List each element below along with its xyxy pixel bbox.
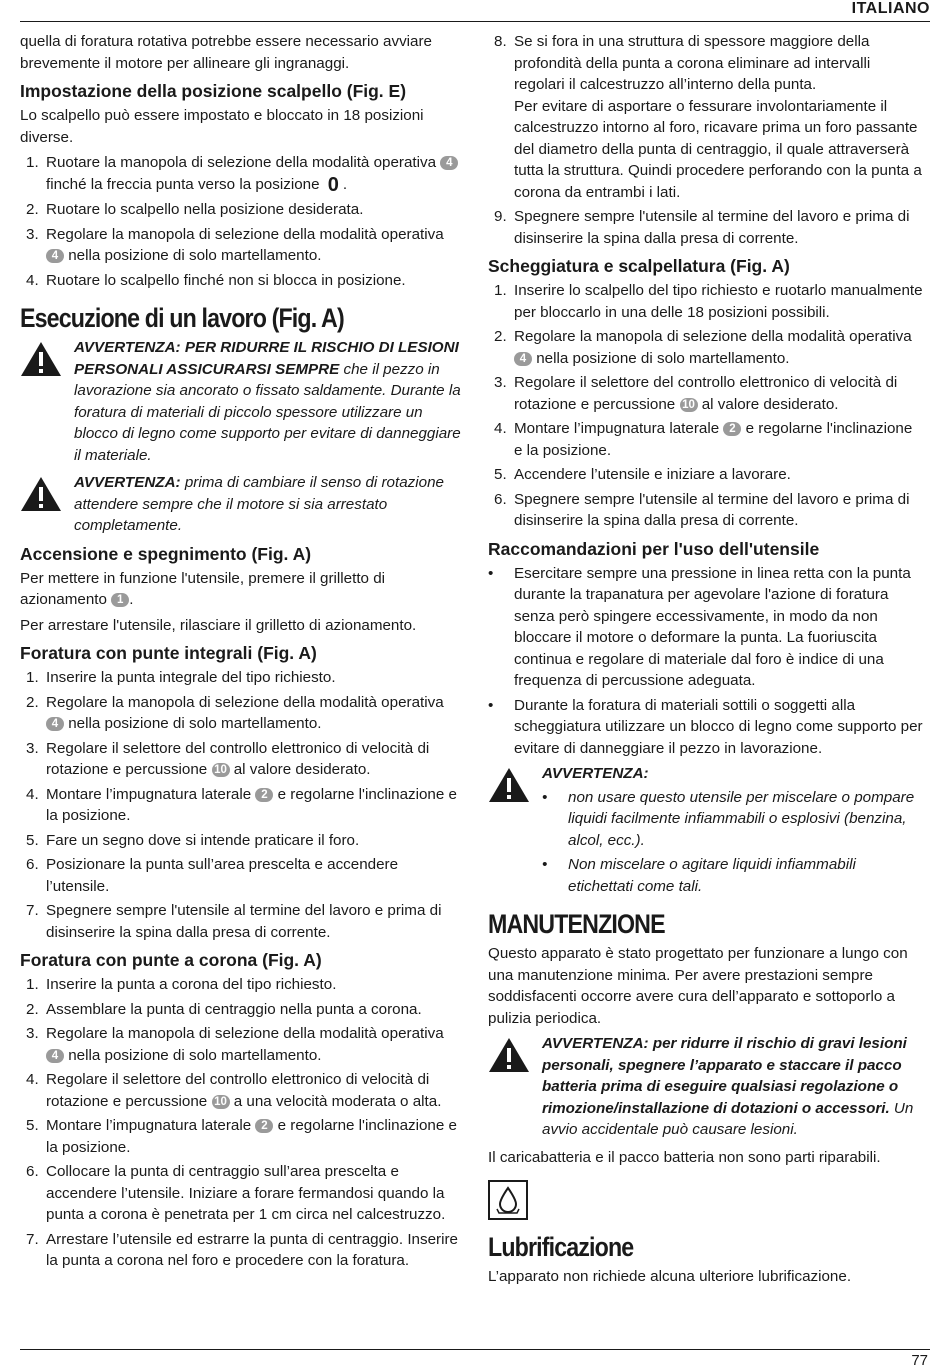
section-title-maintenance: MANUTENZIONE <box>488 909 665 939</box>
right-column <box>488 31 924 1292</box>
chisel-position-symbol: 0 <box>327 173 339 196</box>
paragraph: Per arrestare l'utensile, rilasciare il grilletto di azionamento. <box>20 616 417 634</box>
list-item: 4. Regolare il selettore del controllo elettronico di velocità di rotazione e percussione 10 a una velocità moderata o alta. <box>26 1071 442 1110</box>
list-item: 4. Ruotare lo scalpello finché non si blocca in posizione. <box>26 271 406 289</box>
callout-badge: 10 <box>680 398 698 412</box>
chisel-steps <box>20 152 464 291</box>
list-item: 1. Ruotare la manopola di selezione della modalità operativa 4 finché la freccia punta verso la posizione 0 . <box>20 152 464 196</box>
paragraph: Per mettere in funzione l'utensile, premere il grilletto di azionamento 1 . <box>20 569 386 608</box>
list-item: 6. Posizionare la punta sull’area prescelta e accendere l’utensile. <box>26 856 399 895</box>
chisel-intro: Lo scalpello può essere impostato e bloccato in 18 posizioni diverse. <box>20 107 424 146</box>
list-item: • Esercitare sempre una pressione in linea retta con la punta durante la trapanatura per agevolare l'azione di foratura senza però spingere eccessivamente, in modo da non bloccare il motore o deformare la punta. La fuoriuscita continua e regolare di materiale dal foro è indice di una frequenza di percussione adeguata. <box>488 564 911 689</box>
callout-badge: 4 <box>440 156 458 170</box>
tips-list <box>488 563 924 760</box>
section-heading-tips: Raccomandazioni per l'uso dell'utensile <box>488 538 820 559</box>
footer-divider <box>20 1349 930 1350</box>
callout-badge: 2 <box>723 422 741 436</box>
left-column <box>20 31 464 1276</box>
list-item: • Non miscelare o agitare liquidi infiammabili etichettati come tali. <box>542 856 856 895</box>
paragraph: Il caricabatteria e il pacco batteria non sono parti riparabili. <box>488 1148 881 1166</box>
callout-badge: 4 <box>46 717 64 731</box>
header-divider <box>20 21 930 22</box>
lubrication-icon <box>488 1180 528 1220</box>
list-item: 3. Regolare la manopola di selezione della modalità operativa 4 nella posizione di solo martellamento. <box>26 225 444 264</box>
continued-paragraph: quella di foratura rotativa potrebbe essere necessario avviare brevemente il motore per allineare gli ingranaggi. <box>20 33 432 72</box>
callout-badge: 4 <box>514 352 532 366</box>
list-item: 7. Spegnere sempre l'utensile al termine del lavoro e prima di disinserire la spina dalla presa di corrente. <box>26 902 442 941</box>
warning-block: AVVERTENZA: prima di cambiare il senso di rotazione attendere sempre che il motore si sia arrestato completamente. <box>20 472 464 537</box>
section-heading-chipping: Scheggiatura e scalpellatura (Fig. A) <box>488 256 790 276</box>
callout-badge: 10 <box>212 763 230 777</box>
callout-badge: 4 <box>46 249 64 263</box>
warning-block: AVVERTENZA: per ridurre il rischio di gravi lesioni personali, spegnere l’apparato e staccare il pacco batteria prima di eseguire qualsiasi regolazione o rimozione/installazione di dotazioni o accessori. Un avvio accidentale può causare lesioni. <box>488 1033 924 1141</box>
solid-bit-steps <box>20 667 464 943</box>
list-item: 5. Montare l’impugnatura laterale 2 e regolarne l'inclinazione e la posizione. <box>26 1117 457 1156</box>
section-heading-chisel: Impostazione della posizione scalpello (Fig. E) <box>20 81 407 101</box>
list-item: 2. Regolare la manopola di selezione della modalità operativa 4 nella posizione di solo martellamento. <box>494 328 912 367</box>
header-language: ITALIANO <box>851 0 930 17</box>
callout-badge: 1 <box>111 593 129 607</box>
warning-block: AVVERTENZA: • non usare questo utensile per miscelare o pompare liquidi facilmente infiammabili o esplosivi (benzina, alcol, ecc.). • Non miscelare o agitare liquidi infiammabili etichettati come tali. <box>488 763 924 897</box>
section-heading-core-bits: Foratura con punte a corona (Fig. A) <box>20 950 322 970</box>
chipping-steps <box>488 280 924 532</box>
section-title-lubrication: Lubrificazione <box>488 1232 634 1262</box>
core-bit-steps-continued <box>488 31 924 249</box>
callout-badge: 2 <box>255 1119 273 1133</box>
list-item: • Durante la foratura di materiali sottili o soggetti alla scheggiatura utilizzare un blocco di legno come supporto per evitare di danneggiare il pezzo in lavorazione. <box>488 696 923 757</box>
list-item: 6. Collocare la punta di centraggio sull’area prescelta e accendere l’utensile. Iniziare a forare fermandosi quando la punta a corona è penetrata per 1 cm circa nel calcestruzzo. <box>26 1163 446 1223</box>
list-item: 3. Regolare il selettore del controllo elettronico di velocità di rotazione e percussione 10 al valore desiderato. <box>494 374 898 413</box>
list-item: 9. Spegnere sempre l'utensile al termine del lavoro e prima di disinserire la spina dalla presa di corrente. <box>494 208 910 247</box>
list-item: 2. Ruotare lo scalpello nella posizione desiderata. <box>26 201 364 218</box>
warning-icon <box>488 767 530 810</box>
warning-block: AVVERTENZA: PER RIDURRE IL RISCHIO DI LESIONI PERSONALI ASSICURARSI SEMPRE che il pezzo in lavorazione sia ancorato o fissato saldamente. Durante la foratura di materiali di piccolo spessore utilizzare un blocco di legno come supporto per evitare di danneggiare il materiale. <box>20 337 464 466</box>
list-item: 3. Regolare la manopola di selezione della modalità operativa 4 nella posizione di solo martellamento. <box>26 1025 444 1064</box>
callout-badge: 4 <box>46 1049 64 1063</box>
list-item: 2. Assemblare la punta di centraggio nella punta a corona. <box>26 1000 422 1018</box>
warning-icon <box>20 476 62 519</box>
warning-icon <box>488 1037 530 1080</box>
callout-badge: 2 <box>255 788 273 802</box>
warning-list <box>542 787 924 898</box>
section-heading-solid-bits: Foratura con punte integrali (Fig. A) <box>20 643 317 663</box>
list-item: 4. Montare l’impugnatura laterale 2 e regolarne l'inclinazione e la posizione. <box>26 785 457 824</box>
paragraph: Questo apparato è stato progettato per funzionare a lungo con una manutenzione minima. Per avere prestazioni sempre soddisfacenti occorre avere cura dell’apparato e sottoporlo a pulizia periodica. <box>488 945 908 1027</box>
list-item: 5. Fare un segno dove si intende praticare il foro. <box>26 831 360 849</box>
list-item: 7. Arrestare l’utensile ed estrarre la punta di centraggio. Inserire la punta a corona nel foro e procedere con la foratura. <box>26 1230 458 1269</box>
core-bit-steps <box>20 974 464 1272</box>
list-item: 1. Inserire la punta a corona del tipo richiesto. <box>26 976 337 993</box>
paragraph: L’apparato non richiede alcuna ulteriore lubrificazione. <box>488 1268 852 1285</box>
list-item: 2. Regolare la manopola di selezione della modalità operativa 4 nella posizione di solo martellamento. <box>26 693 444 732</box>
list-item: • non usare questo utensile per miscelare o pompare liquidi facilmente infiammabili o esplosivi (benzina, alcol, ecc.). <box>542 788 915 849</box>
list-item: 1. Inserire la punta integrale del tipo richiesto. <box>26 669 336 686</box>
section-title-operation: Esecuzione di un lavoro (Fig. A) <box>20 303 344 333</box>
section-heading-onoff: Accensione e spegnimento (Fig. A) <box>20 543 312 564</box>
page-number: 77 <box>911 1352 928 1369</box>
list-item: 8. Se si fora in una struttura di spessore maggiore della profondità della punta a corona eliminare ad intervalli regolari il calcestruzzo all’interno della punta. Per evitare di asportare o fessurare involontariamente il calcestruzzo intorno al foro, ricavare prima un foro passante del diametro della punta di centraggio, il quale attraverserà tutta la struttura. Quindi procedere perforando con la punta a corona da entrambi i lati. <box>494 33 922 201</box>
list-item: 5. Accendere l’utensile e iniziare a lavorare. <box>494 466 791 483</box>
list-item: 4. Montare l’impugnatura laterale 2 e regolarne l'inclinazione e la posizione. <box>494 420 913 459</box>
warning-icon <box>20 341 62 384</box>
list-item: 6. Spegnere sempre l'utensile al termine del lavoro e prima di disinserire la spina dalla presa di corrente. <box>494 490 910 529</box>
list-item: 1. Inserire lo scalpello del tipo richiesto e ruotarlo manualmente per bloccarlo in una delle 18 posizioni possibili. <box>494 282 923 321</box>
list-item: 3. Regolare il selettore del controllo elettronico di velocità di rotazione e percussione 10 al valore desiderato. <box>26 739 430 778</box>
callout-badge: 10 <box>212 1095 230 1109</box>
